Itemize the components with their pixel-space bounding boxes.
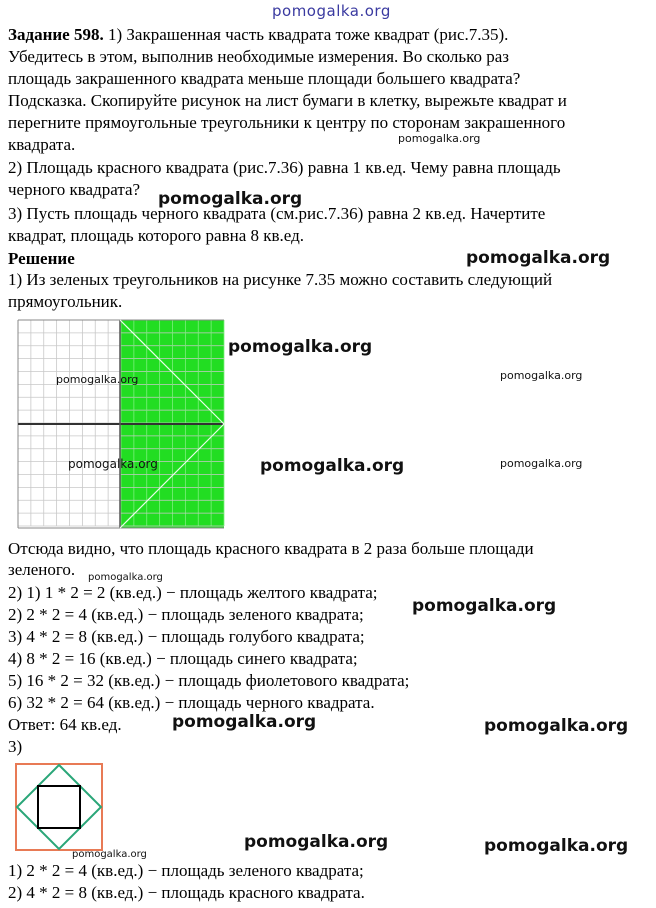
- solution-heading: Решение: [8, 249, 75, 268]
- watermark: pomogalka.org: [500, 369, 583, 382]
- task-line-6: квадрата.: [8, 135, 76, 154]
- task-line-5: перегните прямоугольные треугольники к центру по сторонам закрашенного: [8, 113, 566, 132]
- watermark: pomogalka.org: [412, 596, 557, 616]
- after-figure-2: зеленого.: [8, 560, 76, 579]
- task-label: Задание 598.: [8, 25, 104, 44]
- watermark: pomogalka.org: [68, 457, 158, 471]
- part2-line-2: 2) 2 * 2 = 4 (кв.ед.) − площадь зеленого квадрата;: [8, 605, 364, 624]
- watermark: pomogalka.org: [260, 456, 405, 476]
- green-square: [17, 765, 101, 849]
- watermark: pomogalka.org: [88, 572, 163, 583]
- solution-intro-1: 1) Из зеленых треугольников на рисунке 7.35 можно составить следующий: [8, 270, 553, 289]
- watermark: pomogalka.org: [484, 836, 629, 856]
- part2-line-5: 5) 16 * 2 = 32 (кв.ед.) − площадь фиолетового квадрата;: [8, 671, 410, 690]
- part3-line-1: 1) 2 * 2 = 4 (кв.ед.) − площадь зеленого квадрата;: [8, 861, 364, 880]
- watermark: pomogalka.org: [500, 457, 583, 470]
- watermark: pomogalka.org: [228, 337, 373, 357]
- watermark: pomogalka.org: [244, 832, 389, 852]
- task-line-2: Убедитесь в этом, выполнив необходимые измерения. Во сколько раз: [8, 47, 510, 66]
- part2-line-4: 4) 8 * 2 = 16 (кв.ед.) − площадь синего квадрата;: [8, 649, 358, 668]
- watermark: pomogalka.org: [172, 712, 317, 732]
- task-line-4: Подсказка. Скопируйте рисунок на лист бумаги в клетку, вырежьте квадрат и: [8, 91, 567, 110]
- part2-line-6: 6) 32 * 2 = 64 (кв.ед.) − площадь черного квадрата.: [8, 693, 375, 712]
- watermark: pomogalka.org: [158, 189, 303, 209]
- task-line-1: [8, 24, 508, 45]
- task-line-8: черного квадрата?: [8, 180, 141, 199]
- task-line-10: квадрат, площадь которого равна 8 кв.ед.: [8, 226, 305, 245]
- part2-line-3: 3) 4 * 2 = 8 (кв.ед.) − площадь голубого квадрата;: [8, 627, 365, 646]
- task-line-3: площадь закрашенного квадрата меньше площади большего квадрата?: [8, 69, 521, 88]
- watermark-top: pomogalka.org: [272, 2, 391, 20]
- watermark: pomogalka.org: [72, 849, 147, 860]
- part2-line-1: 2) 1) 1 * 2 = 2 (кв.ед.) − площадь желтого квадрата;: [8, 583, 378, 602]
- after-figure-1: Отсюда видно, что площадь красного квадрата в 2 раза больше площади: [8, 539, 534, 558]
- watermark: pomogalka.org: [466, 248, 611, 268]
- watermark: pomogalka.org: [56, 373, 139, 386]
- watermark: pomogalka.org: [398, 132, 481, 145]
- solution-intro-2: прямоугольник.: [8, 292, 123, 311]
- part3-label: 3): [8, 737, 23, 756]
- black-square: [38, 786, 80, 828]
- task-line-7: 2) Площадь красного квадрата (рис.7.36) равна 1 кв.ед. Чему равна площадь: [8, 158, 561, 177]
- figure-nested-squares: [14, 762, 108, 856]
- answer: Ответ: 64 кв.ед.: [8, 715, 122, 734]
- part3-line-2: 2) 4 * 2 = 8 (кв.ед.) − площадь красного квадрата.: [8, 883, 365, 902]
- red-square: [16, 764, 102, 850]
- figure-grid-rectangle: [14, 318, 228, 534]
- watermark: pomogalka.org: [484, 716, 629, 736]
- task-line-9: 3) Пусть площадь черного квадрата (см.рис.7.36) равна 2 кв.ед. Начертите: [8, 204, 546, 223]
- task-text: 1) Закрашенная часть квадрата тоже квадрат (рис.7.35).: [103, 25, 509, 44]
